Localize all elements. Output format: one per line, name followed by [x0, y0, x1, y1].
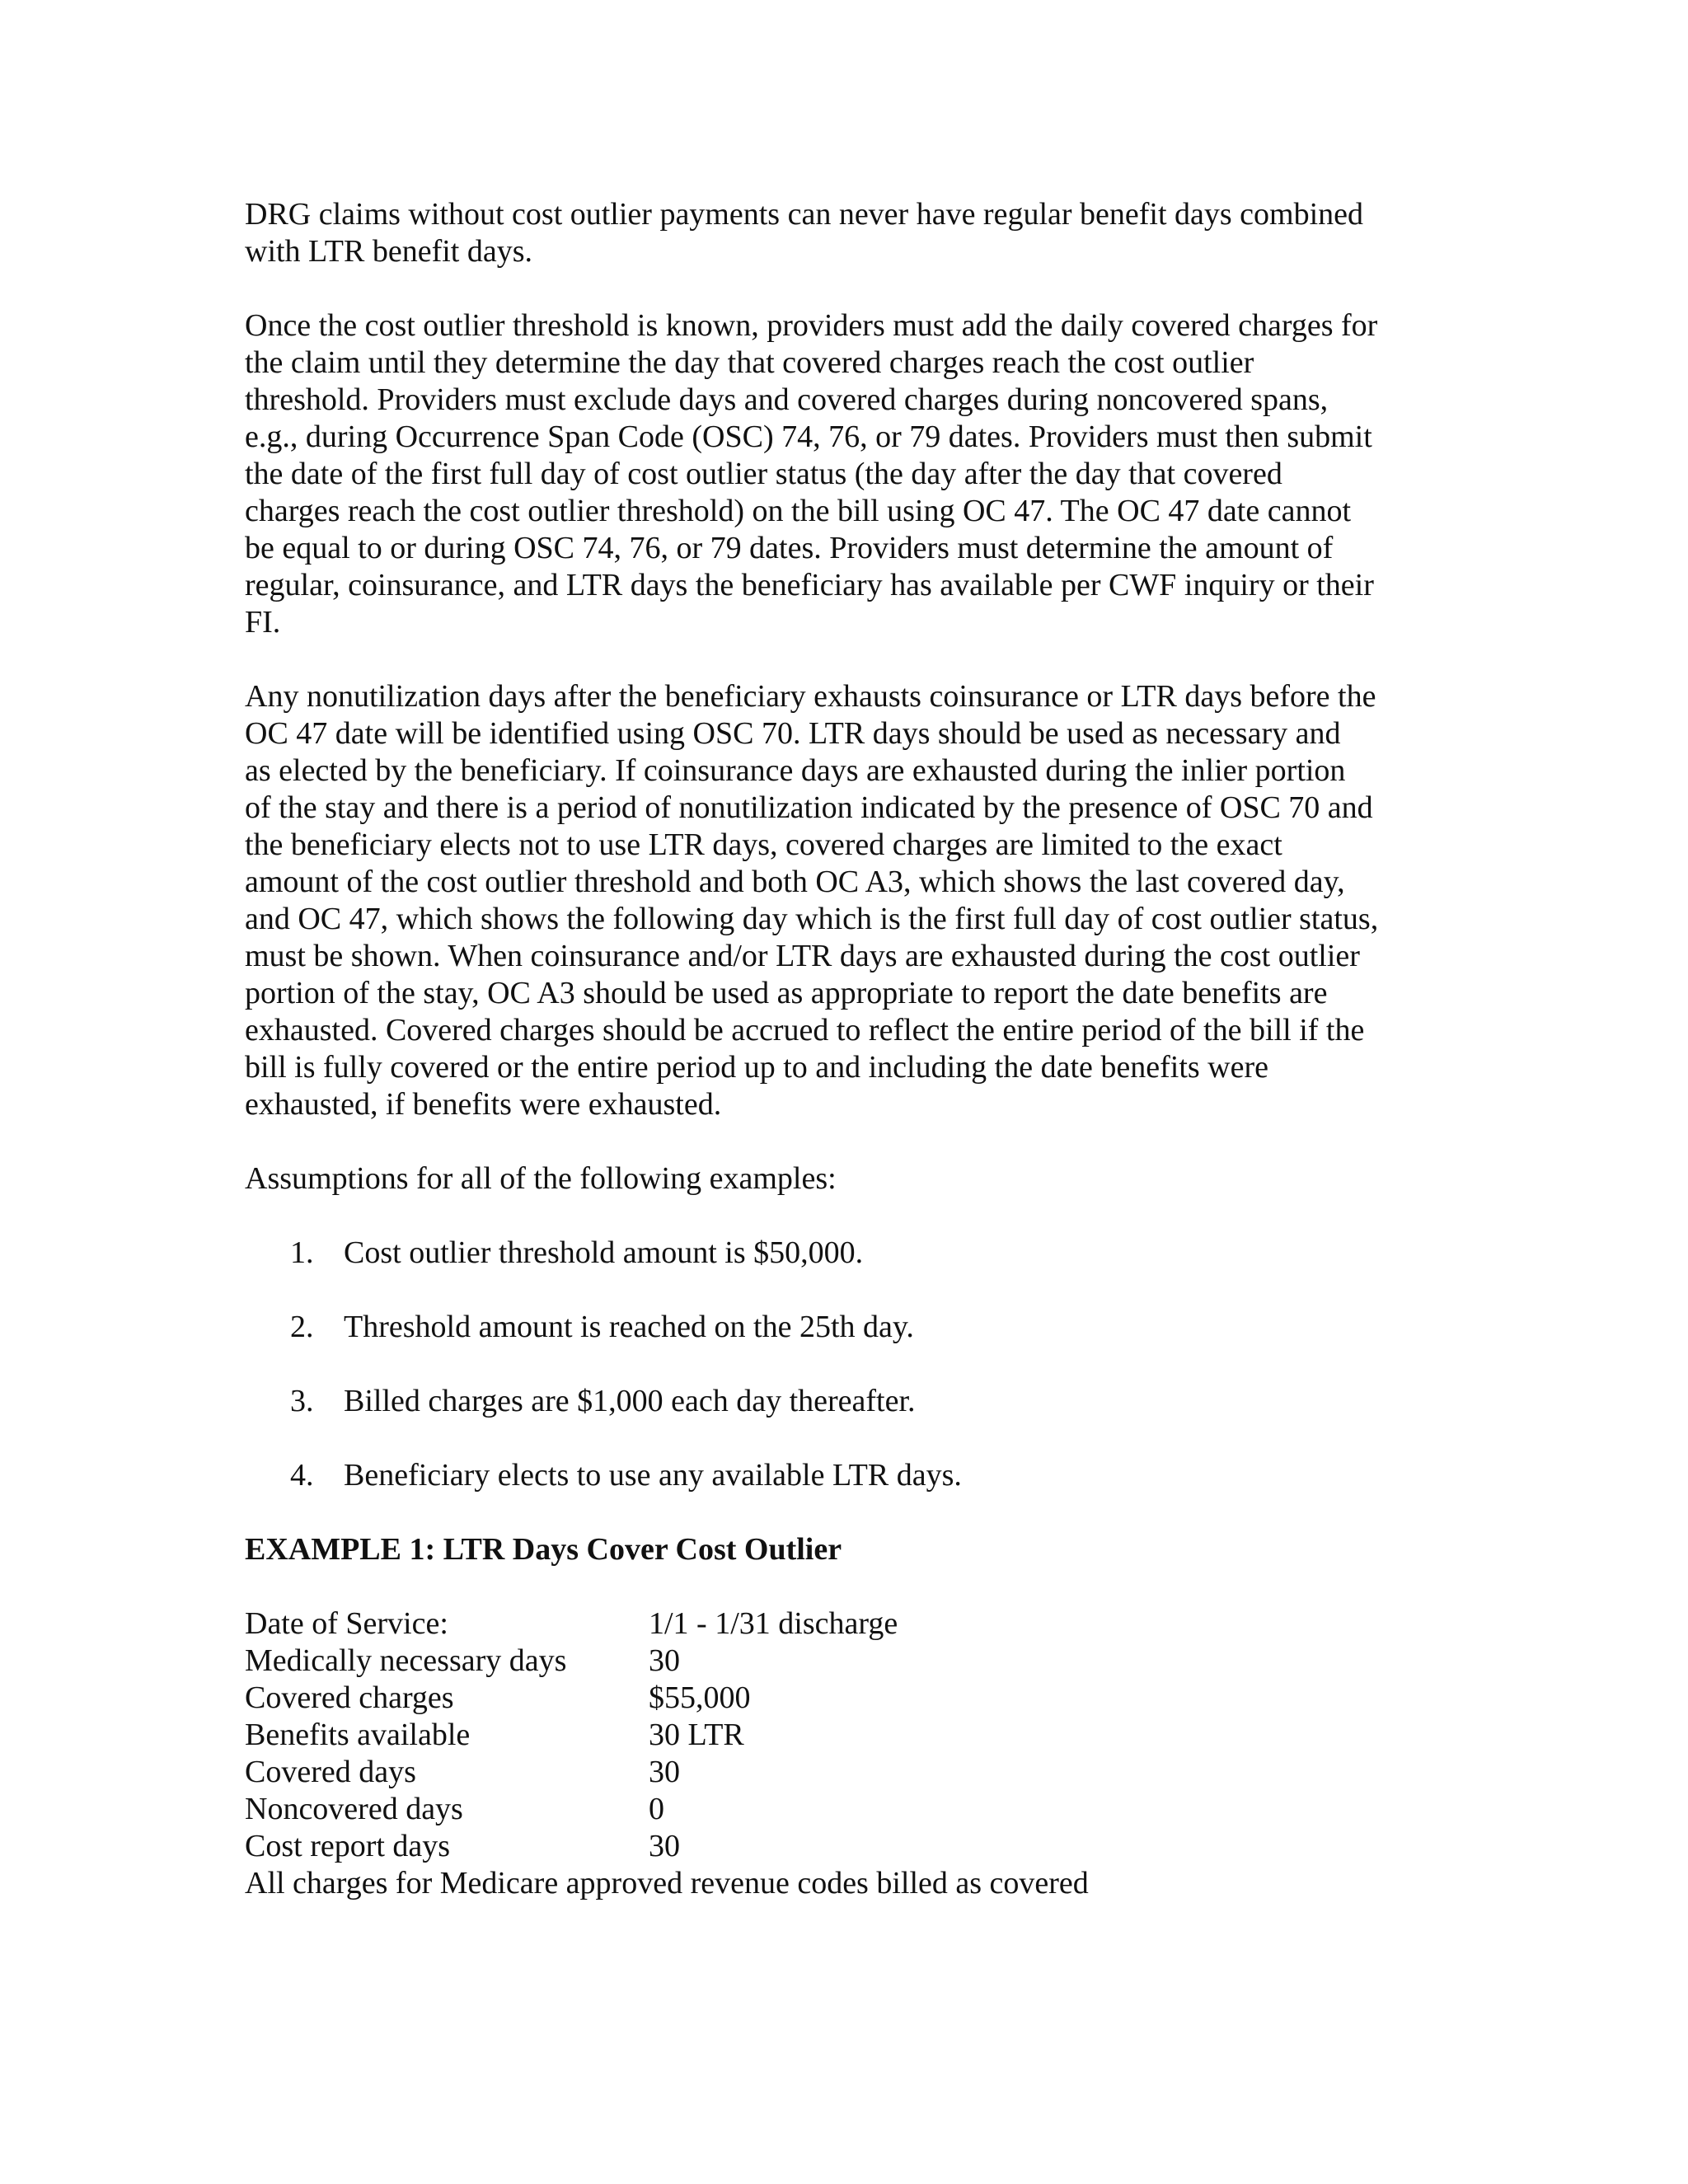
detail-label: Covered days	[245, 1755, 416, 1789]
paragraph-assumptions-intro: Assumptions for all of the following examples:	[245, 1161, 837, 1196]
detail-label: Cost report days	[245, 1829, 451, 1863]
list-item	[245, 1383, 1481, 1420]
paragraph-cost-outlier-threshold: Once the cost outlier threshold is known, providers must add the daily covered charges for the claim until they determine the day that covered charges reach the cost outlier threshold. Providers must exclude days and covered charges during noncovered spans, e.g., during Occurrence Span Code (OSC) 74, 76, or 79 dates. Providers must then submit the date of the first full day of cost outlier status (the day after the day that covered charges reach the cost outlier threshold) on the bill using OC 47. The OC 47 date cannot be equal to or during OSC 74, 76, or 79 dates. Providers must determine the amount of regular, coinsurance, and LTR days the beneficiary has available per CWF inquiry or their FI.	[245, 308, 1378, 640]
list-item-number: 2.	[290, 1310, 314, 1344]
detail-label: Date of Service:	[245, 1606, 448, 1641]
document-page	[245, 196, 1481, 1902]
example-1-footer-note: All charges for Medicare approved revenue codes billed as covered	[245, 1866, 1089, 1900]
table-row	[245, 1754, 898, 1791]
list-item-text: Threshold amount is reached on the 25th day.	[344, 1310, 914, 1344]
detail-value: 30	[649, 1829, 680, 1863]
list-item-text: Cost outlier threshold amount is $50,000.	[344, 1235, 864, 1270]
detail-value: 1/1 - 1/31 discharge	[649, 1606, 898, 1641]
table-row	[245, 1643, 898, 1680]
table-row	[245, 1791, 898, 1828]
detail-value: 0	[649, 1792, 664, 1826]
example-1-heading: EXAMPLE 1: LTR Days Cover Cost Outlier	[245, 1532, 842, 1567]
paragraph-drg-claims: DRG claims without cost outlier payments can never have regular benefit days combined with LTR benefit days.	[245, 197, 1364, 269]
list-item	[245, 1457, 1481, 1494]
detail-label: Benefits available	[245, 1718, 471, 1752]
detail-value: 30 LTR	[649, 1718, 744, 1752]
detail-label: Covered charges	[245, 1680, 454, 1715]
table-row	[245, 1680, 898, 1717]
detail-value: $55,000	[649, 1680, 751, 1715]
table-row	[245, 1605, 898, 1643]
example-1-details-table	[245, 1605, 898, 1865]
detail-value: 30	[649, 1755, 680, 1789]
detail-value: 30	[649, 1643, 680, 1678]
list-item	[245, 1235, 1481, 1272]
list-item-text: Beneficiary elects to use any available LTR days.	[344, 1458, 962, 1493]
detail-label: Noncovered days	[245, 1792, 463, 1826]
detail-label: Medically necessary days	[245, 1643, 567, 1678]
list-item-number: 3.	[290, 1384, 314, 1418]
paragraph-nonutilization-days: Any nonutilization days after the beneficiary exhausts coinsurance or LTR days before the OC 47 date will be identified using OSC 70. LTR days should be used as necessary and as elected by the beneficiary. If coinsurance days are exhausted during the inlier portion of the stay and there is a period of nonutilization indicated by the presence of OSC 70 and the beneficiary elects not to use LTR days, covered charges are limited to the exact amount of the cost outlier threshold and both OC A3, which shows the last covered day, and OC 47, which shows the following day which is the first full day of cost outlier status, must be shown. When coinsurance and/or LTR days are exhausted during the cost outlier portion of the stay, OC A3 should be used as appropriate to report the date benefits are exhausted. Covered charges should be accrued to reflect the entire period of the bill if the bill is fully covered or the entire period up to and including the date benefits were exhausted, if benefits were exhausted.	[245, 679, 1379, 1122]
list-item-text: Billed charges are $1,000 each day thereafter.	[344, 1384, 916, 1418]
list-item	[245, 1309, 1481, 1346]
table-row	[245, 1828, 898, 1865]
assumptions-list	[245, 1235, 1481, 1494]
list-item-number: 1.	[290, 1235, 314, 1270]
list-item-number: 4.	[290, 1458, 314, 1493]
table-row	[245, 1717, 898, 1754]
